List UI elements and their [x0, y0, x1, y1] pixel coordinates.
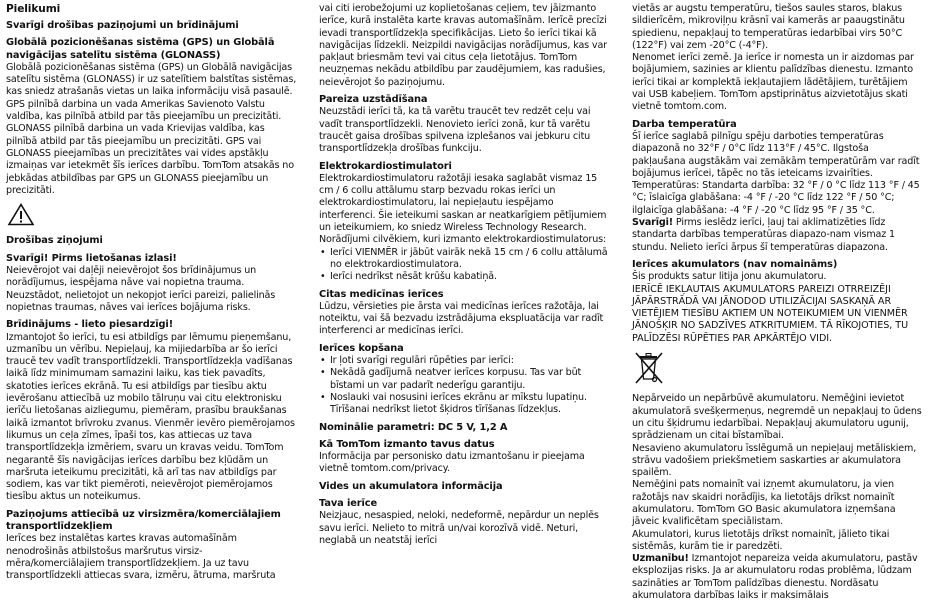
page-heading: Pielikumi	[6, 3, 61, 15]
caps-paragraph: IERĪCĒ IEKĻAUTAIS AKUMULATORS PAREIZI OTRREIZĒJI JĀPĀRSTRĀDĀ VAI JĀNODOD UTILIZĀCIJAI SASKAŅĀ AR VIETĒJIEM TIESĪBU AKTIEM UN NOTEIKUMIEM UN VIENMĒR JĀNOŠĶIR NO SADZĪVES ATKRITUMIEM. TĀ RĪKOJOTIES, TU PALĪDZĒSI RŪPĒTIES PAR APKĀRTĒJO VIDI.	[632, 283, 909, 344]
list-item: • Ierīci VIENMĒR ir jābūt vairāk nekā 15 cm / 6 collu attālumā no elektrokardiostimulatora.	[319, 247, 611, 272]
paragraph: Izmantojot šo ierīci, tu esi atbildīgs par lēmumu pieņemšanu, uzmanību un vērību. Nepieļauj, ka mijiedarbība ar šo ierīci traucē tev vadīt transportlīdzekli. Transportlīdzekļa vadīšanas laikā līdz minimumam samazini laiku, kas tiek pavadīts, skatoties ierīces ekrānā. Tu esi atbildīgs par tiesību aktu ievērošanu attiecībā uz mobilo tālruņu vai citu elektronisku ierīču lietošanas aizliegumu, piemēram, prasību braukšanas laikā izmantot brīvroku zvanus. Vienmēr ievēro piemērojamos likumus un ceļa zīmes, īpaši tos, kas attiecas uz tava transportlīdzekļa izmēriem, svaru un kravas veidu. TomTom negarantē šīs navigācijas ierīces darbību bez kļūdām un maršruta ieteikumu precizitāti, kā arī tas nav atbildīgs par sodiem, kas var tikt piemēroti, neievērojot piemērojamos tiesību aktus un noteikumus.	[6, 331, 295, 503]
section-title: Svarīgi drošības paziņojumi un brīdinājumi	[6, 20, 239, 31]
paragraph: Norādījumi cilvēkiem, kuri izmanto elektrokardiostimulatorus:	[319, 234, 607, 246]
paragraph: Nenomet ierīci zemē. Ja ierīce ir nomesta un ir aizdomas par bojājumiem, sazinies ar klientu palīdzības dienestu. Izmanto ierīci tikai ar komplektā iekļautajiem lādētājiem, turētājiem vai USB kabeļiem. TomTom apstiprinātus aizvietotājus skati vietnē tomtom.com.	[632, 52, 914, 113]
paragraph: Šis produkts satur litija jonu akumulatoru.	[632, 271, 827, 283]
column-1	[6, 3, 298, 582]
paragraph	[632, 217, 924, 254]
list-item: • Noslauki vai nosusini ierīces ekrānu ar mīkstu lupatiņu. Tīrīšanai nedrīkst lietot šķidros tīrīšanas līdzekļus.	[319, 392, 611, 417]
section-title: Tava ierīce	[319, 497, 377, 509]
paragraph: Lūdzu, vērsieties pie ārsta vai medicīnas ierīces ražotāja, lai noteiktu, vai šā bezvadu izstrādājuma ekspluatācija var radīt interferenci ar medicīnas ierīci.	[319, 300, 604, 337]
section-title: Drošības ziņojumi	[6, 235, 103, 247]
paragraph: Neuzstādi ierīci tā, ka tā varētu traucēt tev redzēt ceļu vai vadīt transportlīdzekli. Nenovieto ierīci zonā, kur tā varētu traucēt gaisa drošības spilvena izplešanos vai jebkuru citu transportlīdzekļa drošības funkciju.	[319, 106, 591, 155]
section-title: Ierīces kopšana	[319, 342, 404, 354]
section-title: Darba temperatūra	[632, 118, 737, 130]
list-item: • Nekādā gadījumā neatver ierīces korpusu. Tas var būt bīstami un var padarīt nederīgu garantiju.	[319, 367, 611, 392]
paragraph: Šī ierīce saglabā pilnīgu spēju darboties temperatūras diapazonā no 32°F / 0°C līdz 113°F / 45°C. Ilgstoša pakļaušana augstākām vai zemākām temperatūrām var radīt bojājumus ierīcei, tāpēc no tās ieteicams izvairīties.	[632, 130, 920, 179]
important-text: Pirms ieslēdz ierīci, ļauj tai aklimatizēties līdz standarta darbības temperatūras diapazo-nam vismaz 1 stundu. Nelieto ierīci ārpus šī temperatūras diapazona.	[632, 217, 896, 253]
section-title: Svarīgi! Pirms lietošanas izlasi!	[6, 252, 177, 264]
section-title: Globālā pozicionēšanas sistēma (GPS) un Globālā navigācijas satelītu sistēma (GLONASS)	[6, 37, 275, 61]
paragraph	[632, 553, 924, 602]
paragraph: Neizjauc, nesaspied, neloki, nedeformē, nepārdur un neplēs savu ierīci. Nelieto to mitrā un/vai korozīvā vidē. Neturi, neglabā un neatstāj ierīci	[319, 510, 599, 546]
section-title: Ierīces akumulators (nav nomaināms)	[632, 258, 838, 270]
section-title: Vides un akumulatora informācija	[319, 480, 503, 492]
crossed-out-wheelie-bin-icon	[634, 351, 924, 389]
bullet-list	[319, 355, 611, 416]
paragraph: vietās ar augstu temperatūru, tiešos saules staros, blakus sildierīcēm, mikroviļņu krāsnī vai kamerās ar paaugstinātu spiedienu, nepakļauj to temperatūras iedarbībai virs 50°C (122°F) vai zem -20°C (-4°F).	[632, 3, 905, 51]
list-item: • Ir ļoti svarīgi regulāri rūpēties par ierīci:	[319, 355, 611, 367]
paragraph: Nesavieno akumulatoru īsslēgumā un nepieļauj metāliskiem, strāvu vadošiem priekšmetiem saskarties ar akumulatora spailēm.	[632, 442, 917, 479]
paragraph: Neievērojot vai daļēji neievērojot šos brīdinājumus un norādījumus, iespējama nāve vai nopietna trauma. Neuzstādot, nelietojot un nekopjot ierīci pareizi, palielinās nopietnas traumas, nāves vai ierīces bojājuma risks.	[6, 265, 276, 313]
caution-text: Izmantojot nepareiza veida akumulatoru, pastāv eksplozijas risks. Ja ar akumulatoru rodas problēma, lūdzam sazināties ar TomTom palīdzības dienestu. Nordāsatu akumulatora darbības laiks ir maksimālais	[632, 553, 918, 602]
section-title: Citas medicīnas ierīces	[319, 288, 444, 300]
paragraph: Nepārveido un nepārbūvē akumulatoru. Nemēģini ievietot akumulatorā svešķermeņus, negremdē un nepakļauj to ūdens un citu šķidrumu iedarbībai. Nepakļauj akumulatoru ugunij, sprādzienam un citai bīstamībai.	[632, 393, 922, 442]
paragraph: Akumulatori, kurus lietotājs drīkst nomainīt, jālieto tikai sistēmās, kurām tie ir paredzēti.	[632, 528, 890, 552]
bullet-list	[319, 247, 611, 284]
list-item: • Ierīci nedrīkst nēsāt krūšu kabatiņā.	[319, 271, 611, 283]
caution-label: Uzmanību!	[632, 553, 689, 565]
paragraph: Informācija par personisko datu izmantošanu ir pieejama vietnē tomtom.com/privacy.	[319, 451, 585, 475]
paragraph: Ierīces bez instalētas kartes kravas automašīnām nenodrošinās atbilstošus maršrutus virsiz-mēra/komerciālajiem transportlīdzekļiem. Ja uz tavu transportlīdzekli attiecas svara, izmēru, ātruma, maršruta	[6, 533, 276, 582]
section-title: Elektrokardiostimulatori	[319, 160, 452, 172]
paragraph: Globālā pozicionēšanas sistēma (GPS) un Globālā navigācijas satelītu sistēma (GLONASS) ir uz satelītiem balstītas sistēmas, kas sniedz atrašanās vietas un laika informāciju visā pasaulē. GPS pilnībā darbina un vada Amerikas Savienoto Valstu valdība, kas pilnībā atbild par tās pieejamību un precizitāti. GLONASS pilnībā darbina un vada Krievijas valdība, kas pilnībā atbild par tās pieejamību un precizitāti. GPS vai GLONASS pieejamības un precizitātes vai vides apstākļu izmaiņas var ietekmēt šīs ierīces darbību. TomTom atsakās no jebkādas atbildības par GPS un GLONASS pieejamību un precizitāti.	[6, 61, 297, 196]
column-3	[632, 3, 924, 602]
paragraph: Elektrokardiostimulatoru ražotāji iesaka saglabāt vismaz 15 cm / 6 collu attālumu starp bezvadu rokas ierīci un elektrokardiostimulatoru, lai nepieļautu iespējamo interferenci. Šie ieteikumi saskan ar neatkarīgiem pētījumiem un ieteikumiem, ko sniedz Wireless Technology Research.	[319, 172, 607, 234]
column-2	[319, 3, 611, 563]
paragraph: Nemēģini pats nomainīt vai izņemt akumulatoru, ja vien ražotājs nav skaidri norādījis, ka lietotājs drīkst nomainīt akumulatoru. TomTom GO Basic akumulatora izņemšana jāveic kvalificētam speciālistam.	[632, 479, 896, 528]
paragraph: Temperatūras: Standarta darbība: 32 °F / 0 °C līdz 113 °F / 45 °C; īslaicīga glabāšana: -4 °F / -20 °C līdz 122 °F / 50 °C; ilglaicīga glabāšana: -4 °F / -20 °C līdz 95 °F / 35 °C.	[632, 180, 920, 216]
paragraph: vai citi ierobežojumi uz koplietošanas ceļiem, tev jāizmanto ierīce, kurā instalēta karte kravas automašīnām. Ierīcē precīzi ievadi transportlīdzekļa specifikācijas. Lieto šo ierīci tikai kā navigācijas līdzekli. Neizpildi navigācijas norādījumus, kas var pakļaut briesmām tevi vai citus ceļa lietotājus. TomTom neuzņemas nekādu atbildību par zaudējumiem, kas radušies, neievērojot šo paziņojumu.	[319, 3, 607, 88]
section-title: Brīdinājums - lieto piesardzīgi!	[6, 319, 174, 331]
section-title: Pareiza uzstādīšana	[319, 94, 428, 106]
section-title: Kā TomTom izmanto tavus datus	[319, 438, 495, 450]
warning-triangle-icon	[8, 203, 298, 230]
section-title: Paziņojums attiecībā uz virsizmēra/komerciālajiem transportlīdzekļiem	[6, 508, 281, 532]
important-label: Svarīgi!	[632, 217, 673, 229]
section-title: Nominālie parametri: DC 5 V, 1,2 A	[319, 421, 508, 433]
